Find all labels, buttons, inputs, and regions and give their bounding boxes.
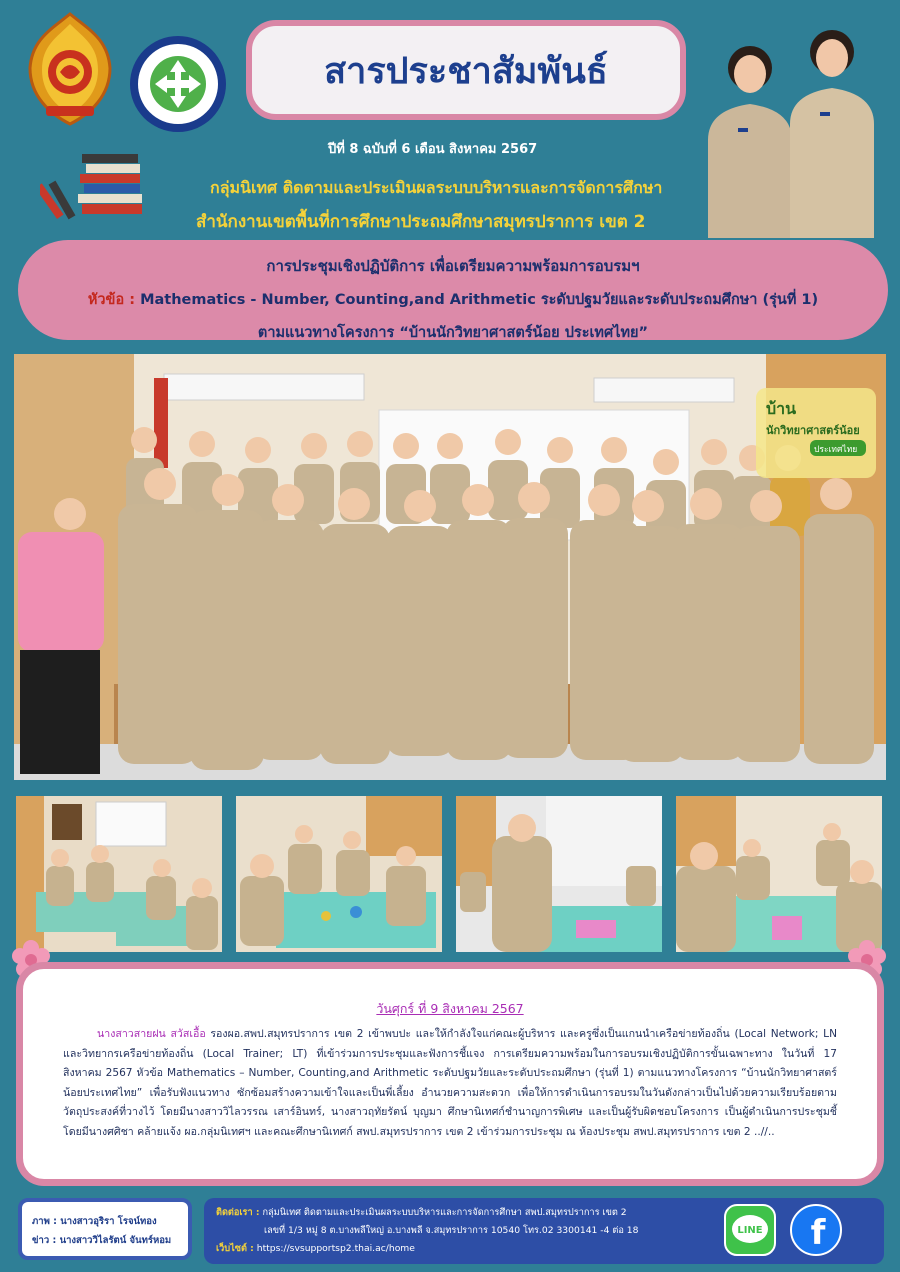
obec-emblem-logo <box>20 10 120 128</box>
news-article-box <box>16 962 884 1186</box>
contact-box <box>204 1198 884 1264</box>
thumbnail-photo-1 <box>16 796 222 952</box>
newsletter-title: สารประชาสัมพันธ์ <box>324 50 608 92</box>
newsletter-title-box <box>246 20 686 120</box>
thumbnail-photo-3 <box>456 796 662 952</box>
badge-line-2: นักวิทยาศาสตร์น้อย <box>766 424 860 437</box>
photo-credit: ภาพ : นางสาวอุริรา โรจน์ทอง <box>32 1216 157 1227</box>
thumbnail-photo-4 <box>676 796 882 952</box>
news-person-name: นางสาวสายฝน สวัสเอื้อ <box>97 1028 206 1040</box>
officers-photo <box>690 28 890 238</box>
contact-label: ติดต่อเรา : <box>216 1207 260 1218</box>
topic-heading: การประชุมเชิงปฏิบัติการ เพื่อเตรียมความพร้อมการอบรมฯ <box>266 257 640 275</box>
group-photo <box>14 354 886 780</box>
badge-line-1: บ้าน <box>766 399 797 418</box>
topic-project: ตามแนวทางโครงการ “บ้านนักวิทยาศาสตร์น้อย ประเทศไทย” <box>257 325 649 341</box>
website-label: เว็บไซต์ : <box>216 1243 254 1254</box>
topic-banner <box>18 240 888 340</box>
contact-line-2: เลขที่ 1/3 หมู่ 8 ต.บางพลีใหญ่ อ.บางพลี จ.สมุทรปราการ 10540 โทร.02 3300141 -4 ต่อ 18 <box>264 1225 639 1236</box>
books-icon <box>40 152 150 222</box>
website-url[interactable]: https://svsupportsp2.thai.ac/home <box>253 1243 415 1254</box>
news-body-text: รองผอ.สพป.สมุทรปราการ เขต 2 เข้าพบปะ และให้กำลังใจแก่คณะผู้บริหาร และครูซึ่งเป็นแกนนำเครือข่ายท้องถิ่น (Local Network; LN และวิทยากรเครือข่ายท้องถิ่น (Local Trainer; LT) ที่เข้าร่วมการประชุมและฟังการชี้แจง การเตรียมความพร้อมในการอบรมเชิงปฏิบัติการขั้นเฉพาะทาง ในวันที่ 17 สิงหาคม 2567 หัวข้อ Mathematics – Number, Counting,and Arithmetic ระดับปฐมวัยและระดับประถมศึกษา (รุ่นที่ 1) ตามแนวทางโครงการ “บ้านนักวิทยาศาสตร์น้อยประเทศไทย” เพื่อรับฟังแนวทาง ซักซ้อมสร้างความเข้าใจและเป็นพี่เลี้ยง อำนวยความสะดวก เพื่อให้การดำเนินการอบรมในวันดังกล่าวเป็นไปด้วยความเรียบร้อยตามวัตถุประสงค์ที่วางไว้ โดยมีนางสาววิไลวรรณ เสาร์อินทร์, นางสาวฤทัยรัตน์ บุญมา ศึกษานิเทศก์ชำนาญการพิเศษ และเป็นผู้รับผิดชอบโครงการ เป็นผู้ดำเนินการประชุมชี้โดยมีนางศศิชา คล้ายแจ้ง ผอ.กลุ่มนิเทศฯ และคณะศึกษานิเทศก์ สพป.สมุทรปราการ เขต 2 เข้าร่วมการประชุม ณ ห้องประชุม สพป.สมุทรปราการ เขต 2 ..//.. <box>63 1028 837 1138</box>
thumbnail-photo-2 <box>236 796 442 952</box>
contact-org: กลุ่มนิเทศ ติดตามและประเมินผลระบบบริหารและการจัดการศึกษา สพป.สมุทรปราการ เขต 2 <box>259 1207 627 1218</box>
news-body <box>63 1025 837 1142</box>
department-line-2: สำนักงานเขตพื้นที่การศึกษาประถมศึกษาสมุทรปราการ เขต 2 <box>196 212 646 232</box>
issue-info: ปีที่ 8 ฉบับที่ 6 เดือน สิงหาคม 2567 <box>328 142 538 157</box>
credits-box <box>18 1198 192 1260</box>
news-credit: ข่าว : นางสาววิไลรัตน์ จันทร์หอม <box>32 1235 172 1246</box>
esa-round-logo <box>128 34 228 134</box>
news-date: วันศุกร์ ที่ 9 สิงหาคม 2567 <box>376 1001 524 1016</box>
line-icon[interactable] <box>724 1204 776 1256</box>
topic-subject <box>18 288 888 311</box>
badge-line-3: ประเทศไทย <box>814 445 858 455</box>
line-icon-label: LINE <box>737 1225 763 1236</box>
topic-label: หัวข้อ : <box>87 292 135 308</box>
topic-subject-text: Mathematics - Number, Counting,and Arithmetic ระดับปฐมวัยและระดับประถมศึกษา (รุ่นที่ 1) <box>140 292 819 308</box>
facebook-icon-label: f <box>810 1213 826 1253</box>
facebook-icon[interactable] <box>790 1204 842 1256</box>
department-line-1: กลุ่มนิเทศ ติดตามและประเมินผลระบบบริหารและการจัดการศึกษา <box>210 178 663 197</box>
